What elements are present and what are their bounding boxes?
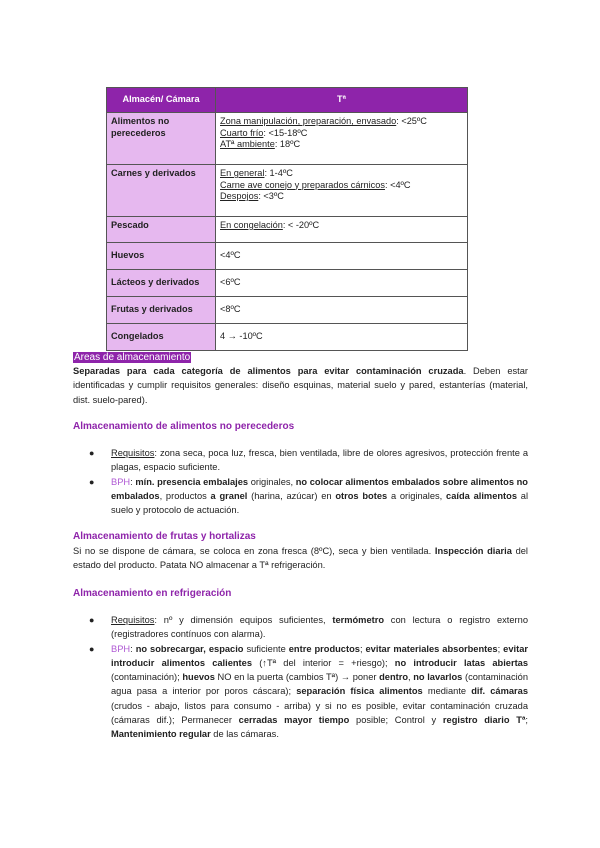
temperature-line <box>220 116 463 128</box>
temperature-cell <box>216 243 468 270</box>
bph-label: BPH <box>111 476 131 487</box>
temperature-line <box>220 220 463 232</box>
temperature-cell <box>216 165 468 217</box>
bold-text: caída alimentos <box>446 490 517 501</box>
temperature-value: : 18ºC <box>274 139 301 150</box>
bold-text: cerradas mayor tiempo <box>238 715 350 726</box>
list-item <box>73 642 528 742</box>
bullet-icon: ● <box>89 476 95 487</box>
category-cell: Alimentos no perecederos <box>107 113 216 165</box>
text: (contaminación); <box>111 672 183 683</box>
header-temperatura: Tª <box>216 88 468 113</box>
refrigeracion-title: Almacenamiento en refrigeración <box>73 588 232 599</box>
areas-paragraph <box>73 364 528 407</box>
text: ; <box>525 715 529 726</box>
requisitos-text <box>111 615 528 639</box>
category-cell: Lácteos y derivados <box>107 270 216 297</box>
text: (crudos - abajo, listos para consumo - arriba) y si no es posible, evitar contaminación cruzada (cámaras dif.); Permanecer <box>111 700 528 726</box>
category-cell: Huevos <box>107 243 216 270</box>
temperature-value: : 1-4ºC <box>264 168 293 178</box>
temperature-value: <6ºC <box>220 277 241 288</box>
temperature-cell <box>216 297 468 324</box>
requisitos-label: Requisitos <box>111 615 155 625</box>
text: al suelo y protocolo de actuación. <box>111 490 529 516</box>
header-almacen: Almacén/ Cámara <box>107 88 216 113</box>
list-item <box>73 446 528 475</box>
category-cell: Pescado <box>107 217 216 243</box>
text: (contaminación agua pasa a interior por poros cáscara); <box>111 672 529 697</box>
temperature-value: : <25ºC <box>396 116 427 126</box>
no-perecederos-title: Almacenamiento de alimentos no perecederos <box>73 421 295 432</box>
temperature-line <box>220 277 463 289</box>
temperature-label: En general <box>220 168 265 178</box>
temperature-value: : <15-18ºC <box>263 127 308 138</box>
table-row <box>107 113 468 165</box>
text: a originales, <box>387 490 447 501</box>
category-cell: Frutas y derivados <box>107 297 216 324</box>
temperature-line <box>220 191 463 203</box>
table-header-row <box>107 88 468 113</box>
no-perecederos-list <box>73 446 528 517</box>
bold-text: a granel <box>210 490 248 501</box>
text: (harina, azúcar) en <box>247 490 336 501</box>
temperature-label: ATª ambiente <box>220 139 275 150</box>
text: con lectura o registro externo (registradores contínuos con alarma). <box>111 615 528 640</box>
list-item <box>73 613 528 642</box>
temperature-line <box>220 168 463 180</box>
temperature-value: : <4ºC <box>384 179 411 190</box>
frutas-text <box>73 546 528 570</box>
table-row <box>107 270 468 297</box>
bph-text <box>111 644 528 740</box>
temperature-cell <box>216 270 468 297</box>
text: mediante <box>422 686 472 697</box>
text: NO en la puerta (cambios Tª) → poner <box>214 672 380 683</box>
category-cell: Carnes y derivados <box>107 165 216 217</box>
frutas-title: Almacenamiento de frutas y hortalizas <box>73 531 256 542</box>
temperature-value: : < -20ºC <box>282 220 320 230</box>
text: Si no se dispone de cámara, se coloca en zona fresca (8ºC), seca y bien ventilada. <box>73 546 435 556</box>
bold-text: dentro <box>379 672 409 683</box>
text: ; <box>497 643 504 654</box>
list-item <box>73 475 528 518</box>
bold-text: no colocar alimentos embalados sobre alimentos no embalados <box>111 476 528 501</box>
bold-text: no lavarlos <box>413 672 463 683</box>
refrigeracion-list <box>73 613 528 742</box>
temperature-value: <8ºC <box>220 304 241 315</box>
bullet-icon: ● <box>89 615 95 625</box>
bold-text: no introducir latas abiertas <box>394 657 529 668</box>
temperature-line <box>220 304 463 316</box>
temperature-label: Zona manipulación, preparación, envasado <box>220 116 397 126</box>
text: : nº y dimensión equipos suficientes, <box>154 615 333 625</box>
temperature-line <box>220 180 463 192</box>
table-row <box>107 217 468 243</box>
bullet-icon: ● <box>89 643 95 654</box>
temperature-line <box>220 128 463 140</box>
text: (↑Tª del interior = +riesgo); <box>252 657 395 668</box>
table-row <box>107 324 468 351</box>
temperature-cell <box>216 113 468 165</box>
bold-text: separación física alimentos <box>296 686 423 697</box>
bold-text: Mantenimiento regular <box>111 729 211 740</box>
requisitos-text: : zona seca, poca luz, fresca, bien ventilada, libre de olores agresivos, protección frente a plagas, espacio suficiente. <box>111 448 528 473</box>
bph-text <box>111 477 528 516</box>
text: : <box>130 643 136 654</box>
table-row <box>107 165 468 217</box>
temperature-value: : <3ºC <box>258 191 284 202</box>
bold-text: no sobrecargar, espacio <box>135 643 244 654</box>
bold-text: termómetro <box>332 615 385 625</box>
table-body <box>107 113 468 351</box>
bold-text: dif. cámaras <box>471 686 528 697</box>
areas-bold-intro: Separadas para cada categoría de alimentos para evitar contaminación cruzada <box>73 366 464 376</box>
areas-title: Áreas de almacenamiento <box>74 352 191 363</box>
bold-text: evitar materiales absorbentes <box>365 643 498 654</box>
bold-text: registro diario Tª <box>442 715 526 726</box>
text: , <box>408 672 414 683</box>
table-row <box>107 297 468 324</box>
text: : <box>130 476 136 487</box>
bold-text: mín. presencia embalajes <box>135 476 249 487</box>
temperature-value: <4ºC <box>220 250 241 261</box>
bph-label: BPH <box>111 643 131 654</box>
text: , productos <box>159 490 211 501</box>
text: de las cámaras. <box>210 729 279 740</box>
temperature-value: 4 → -10ºC <box>220 331 263 342</box>
text: posible; Control y <box>349 715 443 726</box>
table-row <box>107 243 468 270</box>
bold-text: huevos <box>182 672 215 683</box>
temperature-cell <box>216 324 468 351</box>
frutas-paragraph <box>73 544 528 573</box>
bold-text: evitar introducir alimentos calientes <box>111 643 528 668</box>
bold-text: entre productos <box>288 643 360 654</box>
temperature-cell <box>216 217 468 243</box>
requisitos-label: Requisitos <box>111 448 155 458</box>
temperature-table <box>106 87 468 351</box>
text: suficiente <box>243 643 289 654</box>
temperature-label: Carne ave conejo y preparados cárnicos <box>220 179 385 190</box>
temperature-line <box>220 250 463 262</box>
bullet-icon: ● <box>89 448 95 458</box>
temperature-label: Despojos <box>220 191 259 202</box>
areas-rest: . Deben estar identificadas y cumplir requisitos generales: diseño esquinas, material suelo y pared, estanterías (material, dist. suelo-pared). <box>73 366 528 405</box>
temperature-label: Cuarto frío <box>220 127 264 138</box>
text: originales, <box>248 476 296 487</box>
category-cell: Congelados <box>107 324 216 351</box>
text: del estado del producto. Patata NO almacenar a Tª refrigeración. <box>73 546 528 571</box>
temperature-line <box>220 331 463 343</box>
temperature-line <box>220 139 463 151</box>
temperature-label: En congelación <box>220 220 283 230</box>
bold-text: otros botes <box>335 490 388 501</box>
text: ; <box>359 643 366 654</box>
bold-text: Inspección diaria <box>434 546 512 556</box>
